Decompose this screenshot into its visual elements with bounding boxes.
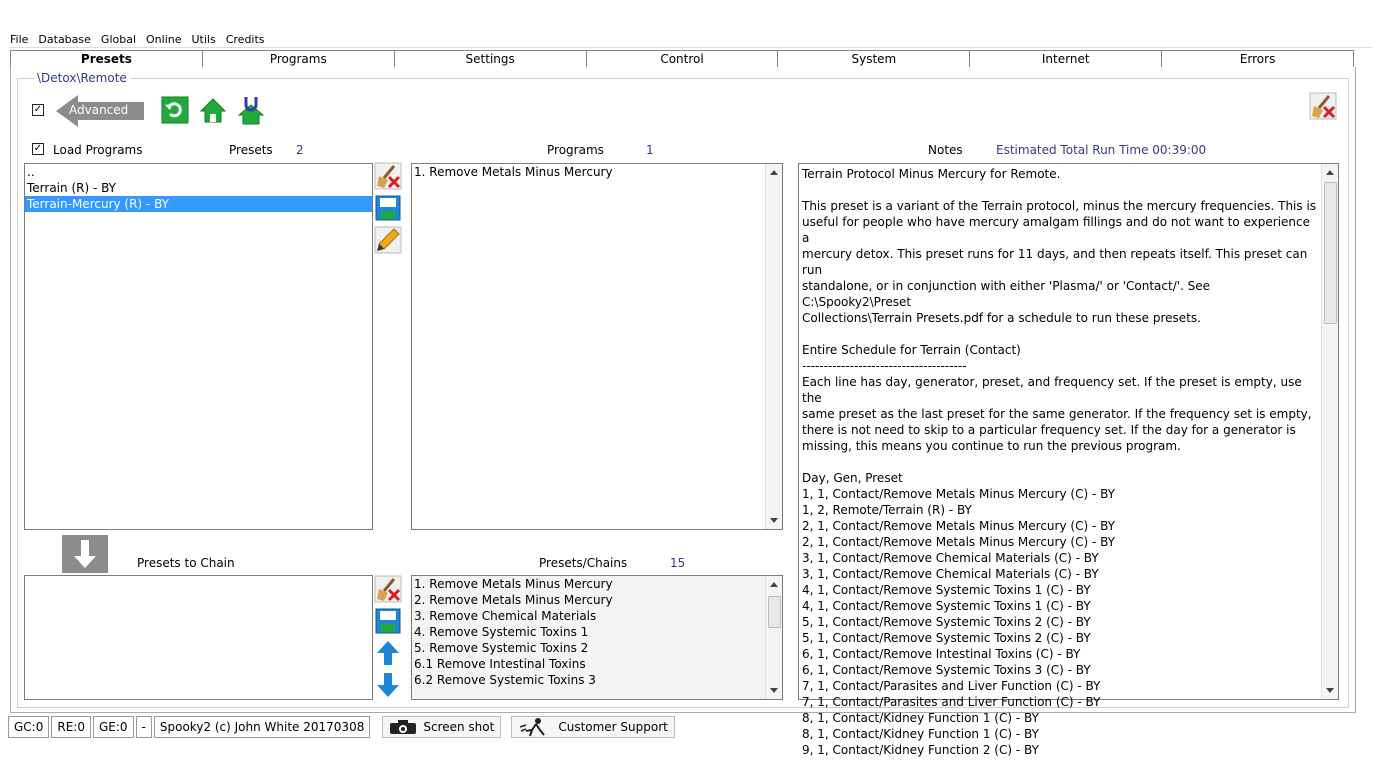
notes-line: 2, 1, Contact/Remove Metals Minus Mercury (C) - BY bbox=[802, 535, 1115, 549]
gc-counter: GC:0 bbox=[8, 716, 49, 738]
notes-line: standalone, or in conjunction with either 'Plasma/' or 'Contact/'. See C:\Spooky2\Preset bbox=[802, 279, 1214, 309]
notes-line: 5, 1, Contact/Remove Systemic Toxins 2 (C) - BY bbox=[802, 631, 1091, 645]
tab-strip bbox=[10, 50, 1354, 67]
screenshot-button[interactable] bbox=[382, 716, 501, 738]
notes-line: 8, 1, Contact/Kidney Function 1 (C) - BY bbox=[802, 727, 1039, 741]
notes-line: 6, 1, Contact/Remove Systemic Toxins 3 (C) - BY bbox=[802, 663, 1091, 677]
notes-line: 2, 1, Contact/Remove Metals Minus Mercury (C) - BY bbox=[802, 519, 1115, 533]
tab-errors[interactable]: Errors bbox=[1162, 50, 1354, 67]
save-icon bbox=[374, 607, 402, 635]
scroll-down-icon[interactable] bbox=[1326, 688, 1334, 693]
presets-to-chain-label: Presets to Chain bbox=[137, 556, 235, 570]
notes-line: 4, 1, Contact/Remove Systemic Toxins 1 (C) - BY bbox=[802, 583, 1091, 597]
support-label: Customer Support bbox=[558, 720, 668, 734]
list-item[interactable]: 4. Remove Systemic Toxins 1 bbox=[414, 625, 589, 639]
tab-control[interactable]: Control bbox=[587, 50, 779, 67]
load-programs-checkbox[interactable]: ✓ bbox=[33, 143, 43, 154]
scroll-thumb[interactable] bbox=[1324, 182, 1337, 324]
advanced-checkbox[interactable]: ✓ bbox=[33, 104, 43, 115]
broom-icon bbox=[374, 575, 402, 603]
notes-line: 5, 1, Contact/Remove Systemic Toxins 2 (C) - BY bbox=[802, 615, 1091, 629]
support-icon bbox=[518, 717, 552, 737]
run-time-label: Estimated Total Run Time 00:39:00 bbox=[996, 143, 1207, 157]
user-home-icon bbox=[236, 96, 266, 124]
save-chain-button[interactable] bbox=[373, 607, 403, 635]
notes-line: same preset as the last preset for the same generator. If the frequency set is empty, bbox=[802, 407, 1312, 421]
presets-label: Presets bbox=[229, 143, 273, 157]
broom-icon bbox=[374, 162, 402, 190]
notes-line: Collections\Terrain Presets.pdf for a schedule to run these presets. bbox=[802, 311, 1201, 325]
list-item[interactable]: .. bbox=[27, 165, 35, 179]
home-button[interactable] bbox=[198, 96, 228, 124]
scroll-down-icon[interactable] bbox=[770, 688, 778, 693]
notes-line: 7, 1, Contact/Parasites and Liver Function (C) - BY bbox=[802, 679, 1101, 693]
notes-line: Entire Schedule for Terrain (Contact) bbox=[802, 343, 1021, 357]
load-programs-label: Load Programs bbox=[53, 143, 143, 157]
menu-global[interactable]: Global bbox=[100, 33, 137, 46]
re-counter: RE:0 bbox=[51, 716, 91, 738]
list-item[interactable]: Terrain (R) - BY bbox=[27, 181, 117, 195]
presets-list[interactable] bbox=[24, 163, 373, 530]
menu-file[interactable]: File bbox=[10, 33, 29, 46]
notes-line: missing, this means you continue to run the previous program. bbox=[802, 439, 1181, 453]
programs-scrollbar[interactable] bbox=[765, 164, 782, 529]
presets-count: 2 bbox=[296, 143, 304, 157]
pencil-icon bbox=[374, 226, 402, 254]
tab-settings[interactable]: Settings bbox=[395, 50, 587, 67]
move-down-button[interactable] bbox=[373, 671, 403, 699]
list-item[interactable]: 6.1 Remove Intestinal Toxins bbox=[414, 657, 586, 671]
notes-line bbox=[802, 326, 1318, 342]
down-arrow-icon bbox=[74, 540, 96, 568]
save-icon bbox=[374, 194, 402, 222]
programs-count: 1 bbox=[646, 143, 654, 157]
list-item[interactable]: 6.2 Remove Systemic Toxins 3 bbox=[414, 673, 596, 687]
list-item[interactable]: 5. Remove Systemic Toxins 2 bbox=[414, 641, 589, 655]
scroll-up-icon[interactable] bbox=[1326, 170, 1334, 175]
notes-text bbox=[799, 164, 1338, 760]
presets-chains-list[interactable] bbox=[411, 575, 783, 700]
scroll-up-icon[interactable] bbox=[770, 170, 778, 175]
scroll-thumb[interactable] bbox=[768, 596, 781, 628]
home-icon bbox=[199, 96, 227, 124]
notes-line: 4, 1, Contact/Remove Systemic Toxins 1 (C) - BY bbox=[802, 599, 1091, 613]
programs-label: Programs bbox=[547, 143, 604, 157]
notes-line: 3, 1, Contact/Remove Chemical Materials (C) - BY bbox=[802, 551, 1099, 565]
breadcrumb: \Detox\Remote bbox=[34, 71, 130, 85]
notes-line bbox=[802, 182, 1318, 198]
move-up-button[interactable] bbox=[373, 639, 403, 667]
menu-database[interactable]: Database bbox=[38, 33, 91, 46]
chains-scrollbar[interactable] bbox=[765, 576, 782, 699]
notes-line: 9, 1, Contact/Kidney Function 2 (C) - BY bbox=[802, 743, 1039, 757]
scroll-down-icon[interactable] bbox=[770, 518, 778, 523]
notes-textarea[interactable] bbox=[798, 163, 1339, 757]
edit-preset-button[interactable] bbox=[373, 226, 403, 254]
broom-icon bbox=[1309, 92, 1337, 120]
refresh-icon bbox=[161, 96, 189, 124]
notes-scrollbar[interactable] bbox=[1321, 164, 1338, 699]
notes-line: there is not need to skip to a particular frequency set. If the day for a generator is bbox=[802, 423, 1296, 437]
arrow-up-icon bbox=[374, 639, 402, 667]
notes-line: Day, Gen, Preset bbox=[802, 471, 903, 485]
add-to-chain-button[interactable] bbox=[62, 535, 108, 573]
status-bar bbox=[8, 716, 675, 738]
tab-system[interactable]: System bbox=[778, 50, 970, 67]
list-item[interactable]: 1. Remove Metals Minus Mercury bbox=[414, 577, 613, 591]
notes-line: 7, 1, Contact/Parasites and Liver Function (C) - BY bbox=[802, 695, 1101, 709]
refresh-button[interactable] bbox=[160, 96, 190, 124]
clear-button[interactable] bbox=[1308, 92, 1338, 120]
notes-line: -------------------------------------- bbox=[802, 359, 967, 373]
list-item-selected[interactable]: Terrain-Mercury (R) - BY bbox=[25, 196, 372, 212]
notes-line: 8, 1, Contact/Kidney Function 1 (C) - BY bbox=[802, 711, 1039, 725]
presets-to-chain-list[interactable] bbox=[24, 575, 373, 700]
arrow-down-icon bbox=[374, 671, 402, 699]
clear-chain-button[interactable] bbox=[373, 575, 403, 603]
presets-chains-count: 15 bbox=[670, 556, 686, 570]
camera-icon bbox=[389, 719, 417, 735]
menu-bar bbox=[10, 32, 1372, 48]
list-item[interactable]: 3. Remove Chemical Materials bbox=[414, 609, 597, 623]
tab-programs[interactable]: Programs bbox=[203, 50, 395, 67]
programs-list[interactable] bbox=[411, 163, 783, 530]
notes-line: Terrain Protocol Minus Mercury for Remote. bbox=[802, 167, 1061, 181]
tab-internet[interactable]: Internet bbox=[970, 50, 1162, 67]
notes-line: mercury detox. This preset runs for 11 days, and then repeats itself. This preset can run bbox=[802, 247, 1312, 277]
screenshot-label: Screen shot bbox=[423, 720, 495, 734]
customer-support-button[interactable] bbox=[511, 716, 675, 738]
advanced-button[interactable] bbox=[56, 95, 146, 130]
notes-line: This preset is a variant of the Terrain protocol, minus the mercury frequencies. This is bbox=[802, 199, 1317, 213]
notes-line: 1, 2, Remote/Terrain (R) - BY bbox=[802, 503, 972, 517]
presets-chains-label: Presets/Chains bbox=[539, 556, 628, 570]
delete-preset-button[interactable] bbox=[373, 162, 403, 190]
notes-line: useful for people who have mercury amalgam fillings and do not want to experience a bbox=[802, 215, 1314, 245]
status-dash: - bbox=[136, 716, 152, 738]
menu-online[interactable]: Online bbox=[146, 33, 182, 46]
scroll-up-icon[interactable] bbox=[770, 582, 778, 587]
notes-line: 1, 1, Contact/Remove Metals Minus Mercury (C) - BY bbox=[802, 487, 1115, 501]
ge-counter: GE:0 bbox=[93, 716, 134, 738]
list-item[interactable]: 2. Remove Metals Minus Mercury bbox=[414, 593, 613, 607]
notes-label: Notes bbox=[928, 143, 963, 157]
tab-presets[interactable]: Presets bbox=[10, 50, 203, 67]
notes-line: 6, 1, Contact/Remove Intestinal Toxins (C) - BY bbox=[802, 647, 1081, 661]
notes-line: 3, 1, Contact/Remove Chemical Materials (C) - BY bbox=[802, 567, 1099, 581]
list-item[interactable]: 1. Remove Metals Minus Mercury bbox=[414, 165, 613, 179]
notes-line: Each line has day, generator, preset, and frequency set. If the preset is empty, use the bbox=[802, 375, 1306, 405]
advanced-label: Advanced bbox=[69, 103, 129, 117]
save-preset-button[interactable] bbox=[373, 194, 403, 222]
copyright-text: Spooky2 (c) John White 20170308 bbox=[154, 716, 370, 738]
menu-utils[interactable]: Utils bbox=[191, 33, 216, 46]
menu-credits[interactable]: Credits bbox=[225, 33, 265, 46]
notes-line bbox=[802, 454, 1318, 470]
user-home-button[interactable] bbox=[236, 96, 266, 124]
